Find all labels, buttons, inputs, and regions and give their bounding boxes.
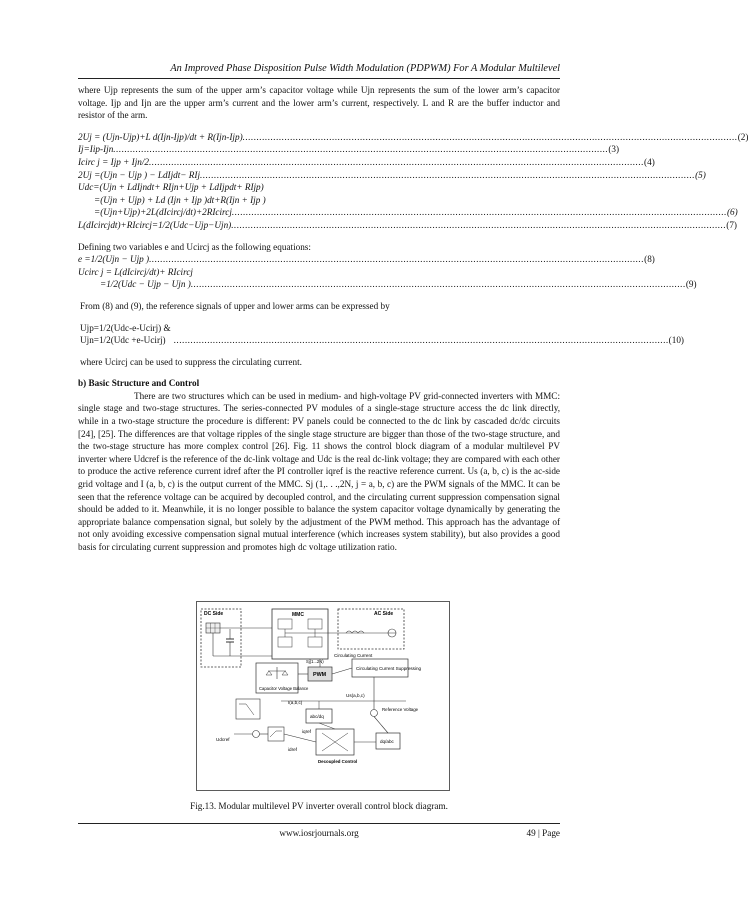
define-paragraph: Defining two variables e and Ucircj as the following equations: <box>78 241 311 252</box>
equation-9 <box>78 278 697 291</box>
leader-dots: ................................................................................................................................................................................. <box>190 279 686 290</box>
equation-text: Ij=Iip-Ijn <box>78 144 114 155</box>
sj-label: Sj(1...2N) <box>306 659 324 664</box>
equation-text: =1/2(Udc − Ujp − Ujn ) <box>100 279 191 290</box>
spacer <box>78 313 560 322</box>
intro-paragraph: where Ujp represents the sum of the upper arm’s capacitor voltage while Ujn represents the sum of the lower arm’s capacitor voltage. Ijp and Ijn are the upper arm’s current and the lower arm’s current, respectively. L and R are the buffer inductor and resistor of the arm. <box>78 85 560 121</box>
leader-dots: ................................................................................................................................................................................. <box>113 144 609 155</box>
equation-10-line1 <box>80 322 560 335</box>
equation-10 <box>80 334 684 347</box>
equation-number: (4) <box>644 156 655 167</box>
decoupled-control-label: Decoupled Control <box>318 759 358 764</box>
equation-number: (7) <box>726 219 737 230</box>
equation-text: Ucirc j = L(dIcircj/dt)+ RIcircj <box>78 266 193 277</box>
header-rule <box>78 78 560 79</box>
equation-number: (5) <box>695 169 706 180</box>
equation-text: 2Uj = (Ujn-Ujp)+L d(Ijn-Ijp)/dt + R(Ijn-Ijp) <box>78 131 243 142</box>
leader-dots: ................................................................................................................................................................................. <box>242 131 738 142</box>
leader-dots: ................................................................................................................................................................................. <box>231 207 727 218</box>
spacer <box>78 232 560 241</box>
figure-caption: Fig.13. Modular multilevel PV inverter overall control block diagram. <box>190 801 448 811</box>
equation-number: (6) <box>726 207 738 218</box>
i-abc-label: I(a,b,c) <box>288 700 303 705</box>
equation-text: =(Ujn + Ujp) + Ld (Ijn + Ijp )dt+R(Ijn + Ijp ) <box>94 194 266 205</box>
equation-ucirc <box>78 266 560 279</box>
idref-label: idref <box>288 747 297 752</box>
spacer <box>78 291 560 300</box>
equation-number: (2) <box>737 131 748 142</box>
equation-text: Udc=(Ujn + LdIjndt+ RIjn+Ujp + LdIjpdt+ RIjp) <box>78 182 264 193</box>
equation-text: Ujn=1/2(Udc +e-Ucirj) <box>80 335 166 346</box>
equation-text: Icirc j = Ijp + Ijn/2 <box>78 156 149 167</box>
circulating-suppress-label: Circulating Current Suppressing <box>356 666 422 671</box>
equation-block-1 <box>78 131 748 232</box>
abc-dq-label: abc/dq <box>310 714 324 719</box>
dc-side-label: DC Side <box>204 611 224 617</box>
equation-number: (9) <box>685 279 697 290</box>
equation-7 <box>78 219 737 232</box>
footer-page-number: 49 | Page <box>526 828 560 838</box>
pv-panel-icon <box>206 623 220 633</box>
spacer <box>78 122 560 131</box>
dq-abc-label: dq/abc <box>380 739 394 744</box>
control-block-diagram <box>196 601 450 791</box>
leader-dots: ................................................................................................................................................................................. <box>149 156 645 167</box>
equation-3 <box>78 143 620 156</box>
reference-voltage-label: Reference Voltage <box>382 707 419 712</box>
circulating-current-label: Circulating Current <box>334 653 373 658</box>
equation-block-2 <box>78 253 697 291</box>
running-header: An Improved Phase Disposition Pulse Width Modulation (PDPWM) For A Modular Multilevel <box>170 63 560 74</box>
equation-udc-cont-1 <box>78 194 560 207</box>
leader-dots: ................................................................................................................................................................................. <box>173 335 669 346</box>
equation-text: e =1/2(Ujn − Ujp ) <box>78 254 150 265</box>
footer-rule <box>78 823 560 824</box>
spacer <box>78 347 560 356</box>
equation-8 <box>78 253 655 266</box>
equation-5 <box>78 169 706 182</box>
equation-2 <box>78 131 748 144</box>
leader-dots: ................................................................................................................................................................................. <box>231 219 727 230</box>
equation-4 <box>78 156 655 169</box>
equation-6 <box>78 206 738 219</box>
mmc-label: MMC <box>292 612 304 618</box>
from-paragraph: From (8) and (9), the reference signals of upper and lower arms can be expressed by <box>80 300 390 311</box>
iqref-label: iqref <box>302 729 311 734</box>
main-body <box>78 84 748 554</box>
udcref-label: Udcref <box>216 737 230 742</box>
equation-udc <box>78 181 560 194</box>
capacitor-balance-label: Capacitor Voltage Balance <box>259 686 309 691</box>
equation-number: (10) <box>668 335 684 346</box>
equation-text: =(Ujn+Ujp)+2L(dIcircj/dt)+2RIcircj <box>94 207 232 218</box>
section-paragraph: There are two structures which can be used in medium- and high-voltage PV grid-connected inverters with MMC: single stage and two-stage structures. The series-connected PV modules of a single-stage structure access the dc link directly, while in a two-stage structure the procedure is different: PV panels could be connected to the dc link by cascaded dc/dc circuits [24], [25]. The differences are that voltage ripples of the single stage structure are bigger than those of the two-stage structure, and the two-stage structure has more complex control [26]. Fig. 11 shows the control block diagram of a modular multilevel PV inverter where Udcref is the reference of the dc-link voltage and Udc is the real dc-link voltage; they are compared with each other to produce the active reference current idref after the PI controller iqref is the reactive reference current. Us (a, b, c) is the ac-side grid voltage and I (a, b, c) is the output current of the MMC. Sj (1,. . .,2N, j = a, b, c) are the PWM signals of the MMC. It can be seen that the reference voltage can be acquired by decoupled control, and the circulating current suppression compensation signal should be added to it. Meanwhile, it is no longer possible to balance the system capacitor voltage dynamically by generating the appropriate balance compensation signal, but solely by the adjustment of the PWM method. This approach has the advantage of not only avoiding excessive compensation signal mutual interference (which increases system stability), but also provides a good basis for circulating current suppression and promotes high dc voltage utilization ratio. <box>78 390 560 552</box>
circulating-current-label-group <box>334 653 373 658</box>
equation-text: Ujp=1/2(Udc-e-Ucirj) & <box>80 322 171 333</box>
circ-paragraph: where Ucircj can be used to suppress the circulating current. <box>80 356 302 367</box>
spacer <box>78 368 560 377</box>
ac-side-label: AC Side <box>374 611 394 617</box>
diagram-svg <box>196 601 450 791</box>
pwm-label: PWM <box>313 672 327 678</box>
us-abc-label: Us(a,b,c) <box>346 693 365 698</box>
section-heading: b) Basic Structure and Control <box>78 378 200 389</box>
reference-equations <box>78 322 684 347</box>
equation-number: (8) <box>644 254 655 265</box>
leader-dots: ................................................................................................................................................................................. <box>149 254 645 265</box>
equation-text: L(dIcircjdt)+RIcircj=1/2(Udc−Ujp−Ujn) <box>78 219 232 230</box>
equation-number: (3) <box>608 144 620 155</box>
equation-text: 2Uj =(Ujn − Ujp ) − LdIjdt− RIj <box>78 169 201 180</box>
leader-dots: ................................................................................................................................................................................. <box>200 169 696 180</box>
footer-website: www.iosrjournals.org <box>279 828 359 838</box>
